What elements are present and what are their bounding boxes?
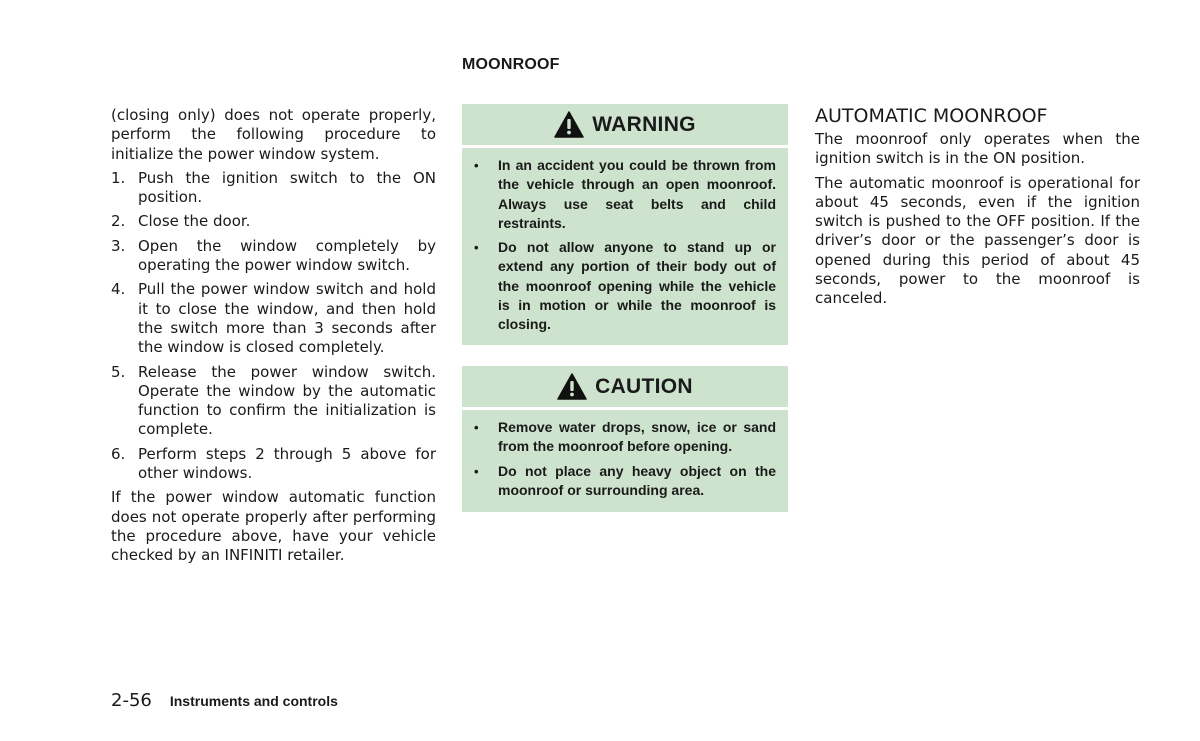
warning-header	[462, 104, 788, 148]
procedure-steps	[111, 169, 436, 483]
caution-item-text: Do not place any heavy object on the moonroof or surrounding area.	[498, 462, 776, 498]
page-number: 2-56	[111, 690, 152, 711]
caution-item-text: Remove water drops, snow, ice or sand from the moonroof before opening.	[498, 419, 776, 455]
step-text: Open the window completely by operating the power window switch.	[138, 236, 436, 275]
step-number: 3.	[111, 236, 126, 255]
step-text: Release the power window switch. Operate the window by the automatic function to confirm the initialization is complete.	[138, 362, 436, 439]
step-number: 2.	[111, 212, 126, 231]
section-heading: AUTOMATIC MOONROOF	[815, 105, 1048, 127]
step-text: Close the door.	[138, 212, 251, 231]
caution-triangle-icon	[557, 373, 587, 400]
page-footer	[111, 690, 338, 711]
bullet-icon: •	[474, 240, 479, 256]
warning-item	[474, 156, 776, 233]
warning-list	[462, 148, 788, 346]
caution-box	[462, 366, 788, 512]
step-item	[111, 212, 436, 231]
caution-header	[462, 366, 788, 410]
caution-item	[474, 418, 776, 457]
section-name: Instruments and controls	[169, 693, 338, 709]
step-number: 4.	[111, 280, 126, 299]
step-number: 5.	[111, 362, 126, 381]
caution-label: CAUTION	[595, 374, 693, 398]
bullet-icon: •	[474, 463, 479, 479]
warning-item	[474, 238, 776, 334]
left-column	[111, 106, 436, 571]
warning-triangle-icon	[554, 111, 584, 138]
warning-item-text: In an accident you could be thrown from the vehicle through an open moonroof. Always use seat belts and child restraints.	[498, 157, 776, 231]
intro-paragraph: (closing only) does not operate properly, perform the following procedure to initialize the power window system.	[111, 106, 436, 163]
caution-item	[474, 462, 776, 501]
caution-list	[462, 410, 788, 511]
step-item	[111, 280, 436, 357]
step-text: Pull the power window switch and hold it to close the window, and then hold the switch more than 3 seconds after the window is closed completely.	[138, 280, 436, 357]
warning-box	[462, 104, 788, 345]
step-item	[111, 445, 436, 484]
step-item	[111, 363, 436, 440]
step-number: 1.	[111, 168, 126, 187]
bullet-icon: •	[474, 420, 479, 435]
outro-paragraph: If the power window automatic function does not operate properly after performing the procedure above, have your vehicle checked by an INFINITI retailer.	[111, 488, 436, 565]
page-header-title: MOONROOF	[462, 56, 560, 73]
warning-label: WARNING	[592, 112, 696, 136]
warning-item-text: Do not allow anyone to stand up or extend any portion of their body out of the moonroof opening while the vehicle is in motion or while the moonroof is closing.	[498, 239, 776, 333]
paragraph: The automatic moonroof is operational for about 45 seconds, even if the ignition switch is pushed to the OFF position. If the driver’s door or the passenger’s door is opened during this period of about 45 seconds, power to the moonroof is canceled.	[815, 173, 1140, 308]
step-item	[111, 237, 436, 276]
bullet-icon: •	[474, 158, 479, 173]
step-item	[111, 169, 436, 208]
step-text: Perform steps 2 through 5 above for other windows.	[138, 444, 436, 483]
step-number: 6.	[111, 444, 126, 463]
step-text: Push the ignition switch to the ON position.	[138, 168, 436, 207]
right-column	[815, 104, 1140, 314]
paragraph: The moonroof only operates when the ignition switch is in the ON position.	[815, 130, 1140, 168]
